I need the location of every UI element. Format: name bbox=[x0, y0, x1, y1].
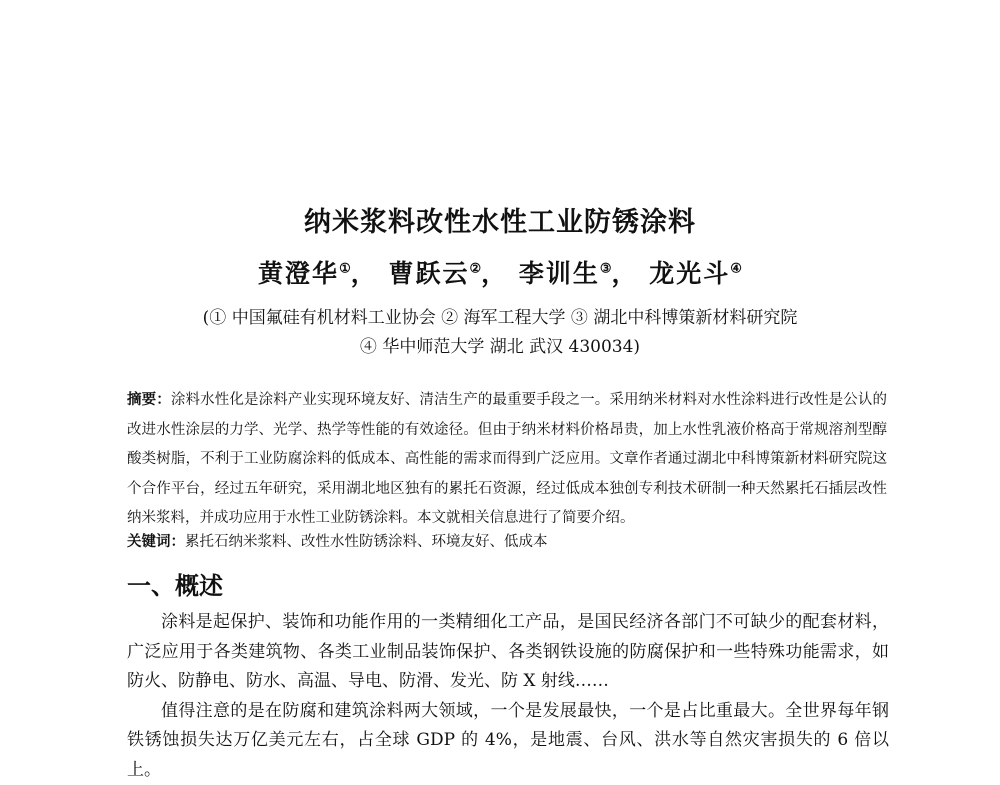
keywords-text: 累托石纳米浆料、改性水性防锈涂料、环境友好、低成本 bbox=[185, 534, 548, 550]
author-name: 曹跃云 bbox=[388, 259, 469, 288]
author-name: 李训生 bbox=[519, 259, 600, 288]
body-paragraph: 值得注意的是在防腐和建筑涂料两大领域，一个是发展最快，一个是占比重最大。全世界每年钢铁锈蚀损失达万亿美元左右，占全球 GDP 的 4%，是地震、台风、洪水等自然灾害损失的 6 倍以上。 bbox=[127, 697, 889, 785]
affiliation-line-2: ④ 华中师范大学 湖北 武汉 430034) bbox=[0, 332, 1000, 357]
author-separator: ， bbox=[612, 259, 639, 288]
section-body bbox=[127, 608, 889, 785]
keywords-label: 关键词： bbox=[127, 534, 185, 550]
abstract-text: 涂料水性化是涂料产业实现环境友好、清洁生产的最重要手段之一。采用纳米材料对水性涂料进行改性是公认的改进水性涂层的力学、光学、热学等性能的有效途径。但由于纳米材料价格昂贵，加上水性乳液价格高于常规溶剂型醇酸类树脂，不利于工业防腐涂料的低成本、高性能的需求而得到广泛应用。文章作者通过湖北中科博策新材料研究院这个合作平台，经过五年研究，采用湖北地区独有的累托石资源，经过低成本独创专利技术研制一种天然累托石插层改性纳米浆料，并成功应用于水性工业防锈涂料。本文就相关信息进行了简要介绍。 bbox=[127, 392, 887, 526]
paper-title: 纳米浆料改性水性工业防锈涂料 bbox=[0, 200, 1000, 239]
body-paragraph: 涂料是起保护、装饰和功能作用的一类精细化工产品，是国民经济各部门不可缺少的配套材料，广泛应用于各类建筑物、各类工业制品装饰保护、各类钢铁设施的防腐保护和一些特殊功能需求，如防火、防静电、防水、高温、导电、防滑、发光、防 X 射线…… bbox=[127, 608, 889, 697]
author-affiliation-mark: ② bbox=[469, 262, 481, 277]
author-affiliation-mark: ③ bbox=[600, 262, 612, 277]
author-separator: ， bbox=[351, 259, 378, 288]
author-list bbox=[0, 254, 1000, 290]
abstract-label: 摘要： bbox=[127, 392, 171, 408]
keywords bbox=[127, 530, 887, 554]
abstract bbox=[127, 386, 887, 534]
author-affiliation-mark: ① bbox=[339, 262, 351, 277]
author-name: 龙光斗 bbox=[649, 259, 730, 288]
author-affiliation-mark: ④ bbox=[730, 262, 742, 277]
author-name: 黄澄华 bbox=[258, 259, 339, 288]
section-heading: 一、概述 bbox=[127, 566, 223, 601]
author-separator: ， bbox=[481, 259, 508, 288]
affiliation-line-1: (① 中国氟硅有机材料工业协会 ② 海军工程大学 ③ 湖北中科博策新材料研究院 bbox=[0, 303, 1000, 328]
